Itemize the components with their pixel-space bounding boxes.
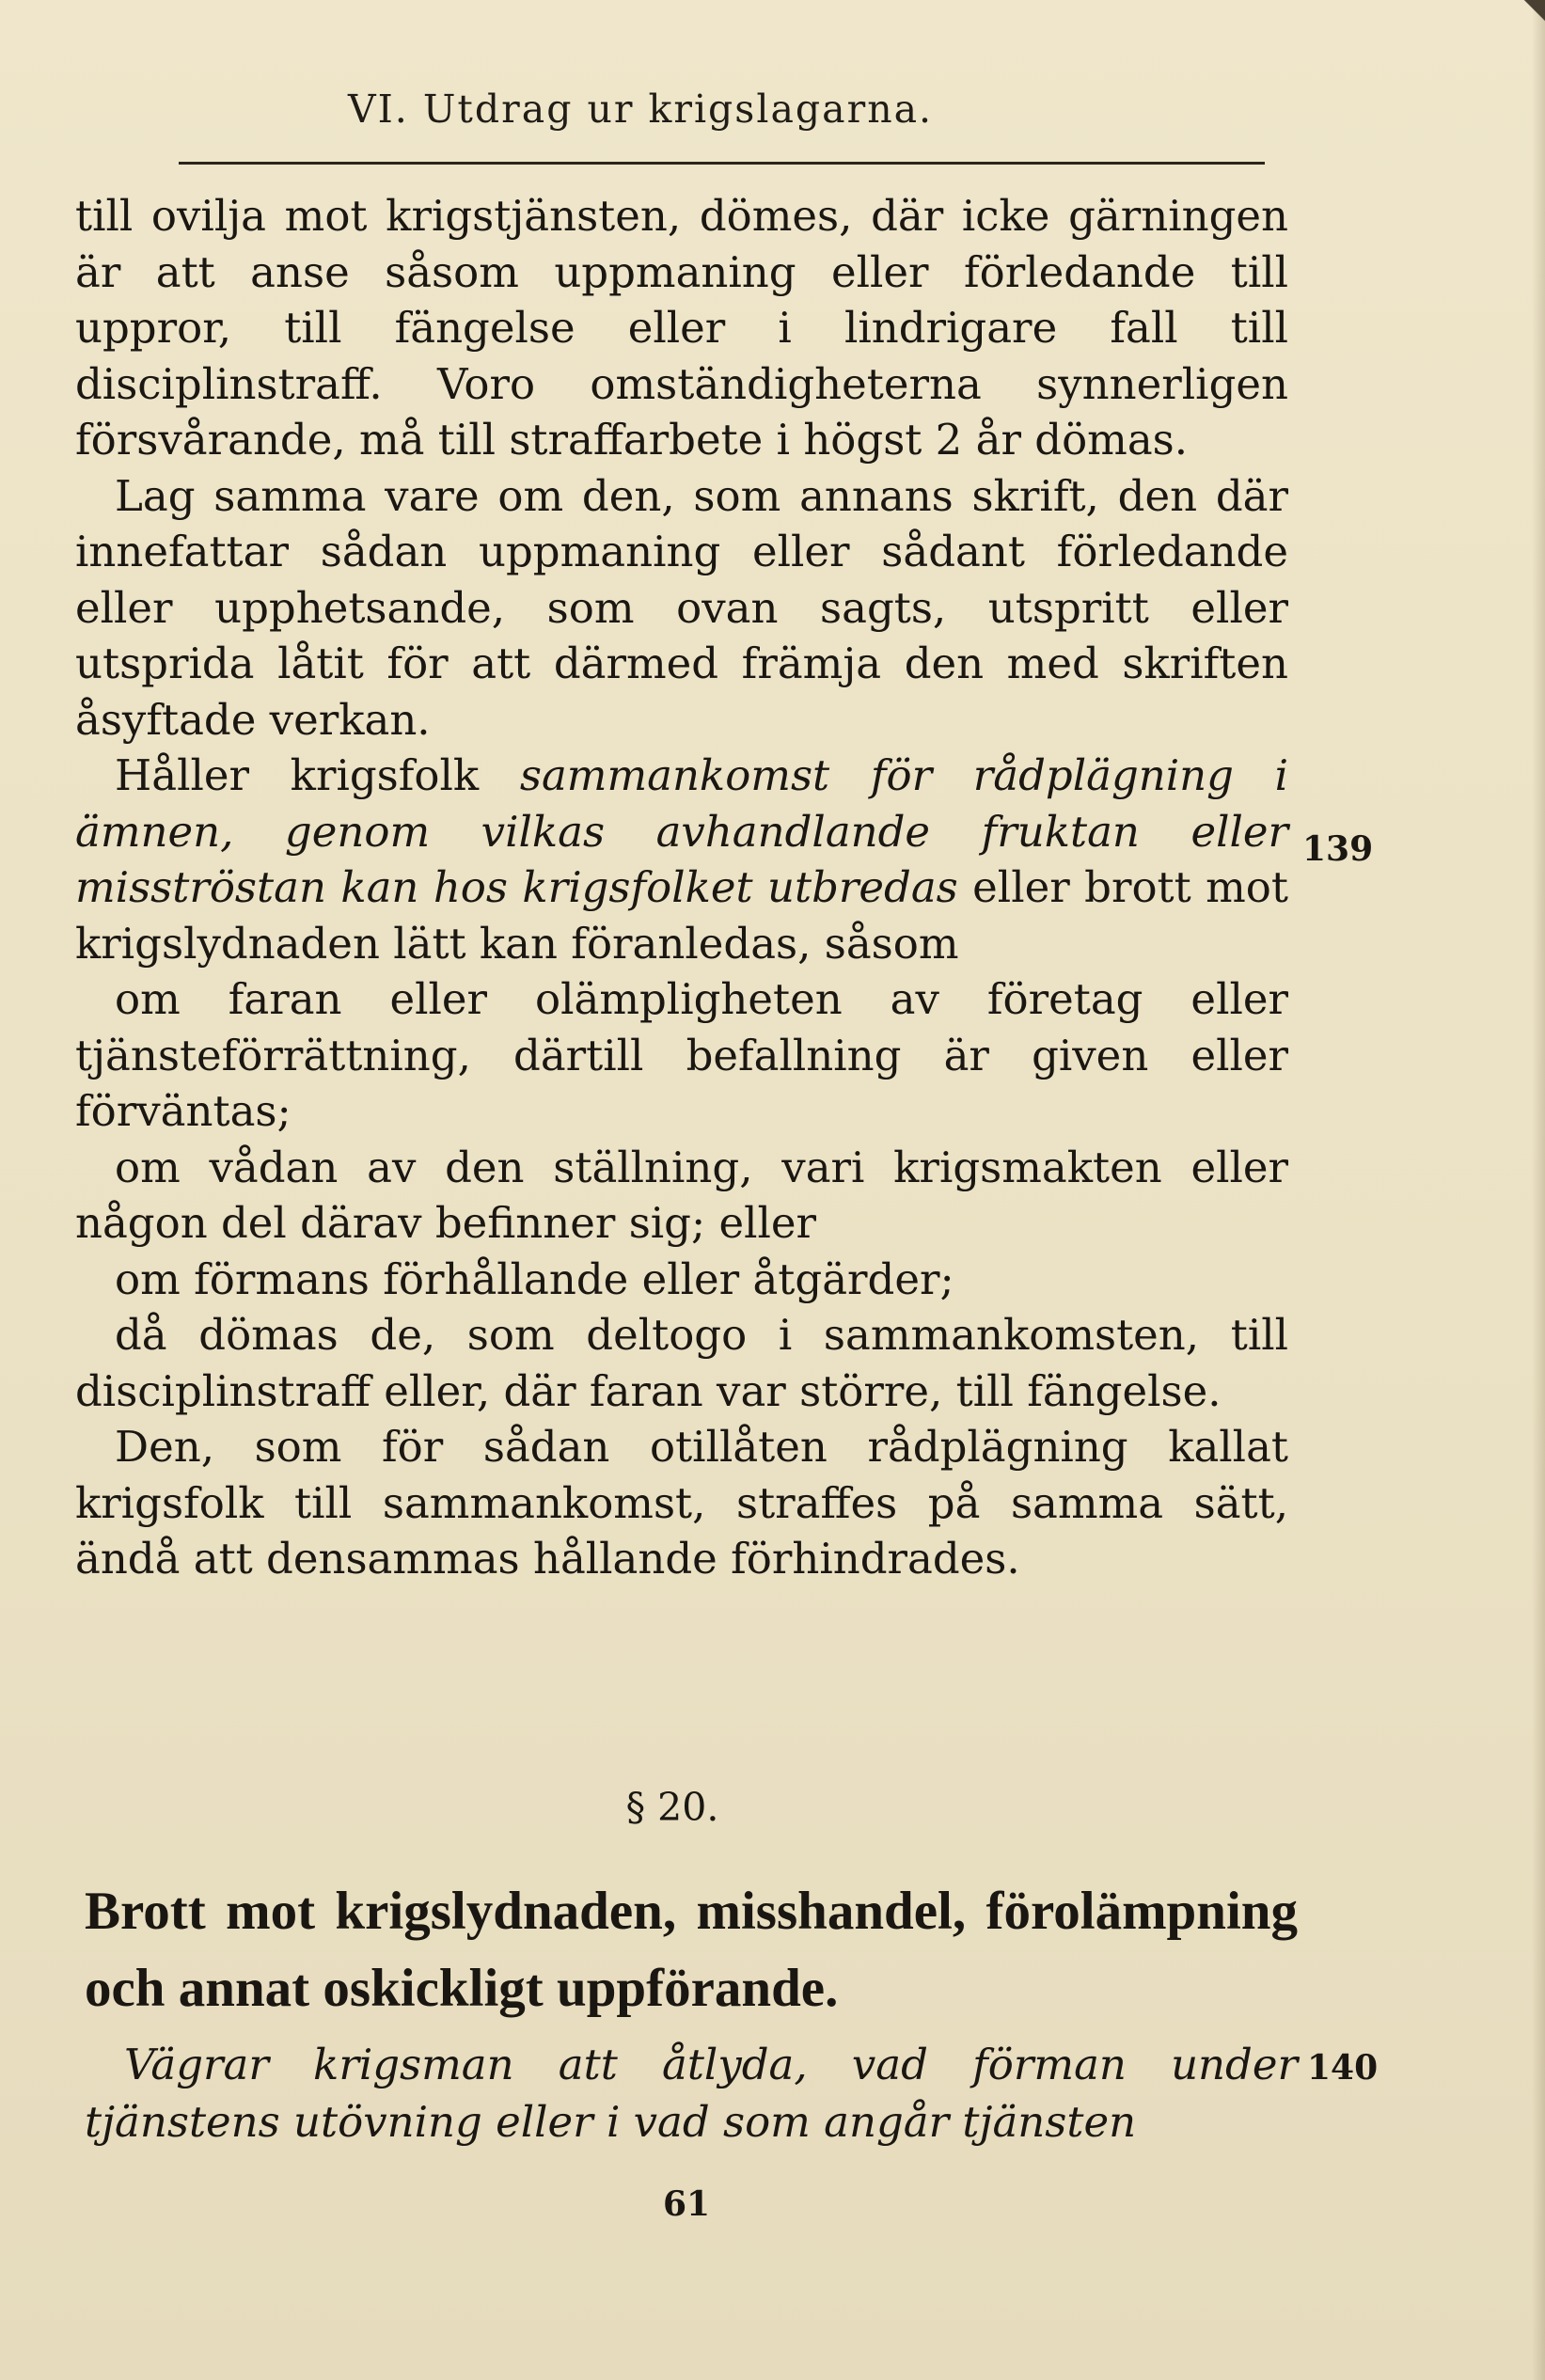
paragraph-1: till ovilja mot krigstjänsten, dömes, där icke gärningen är att anse såsom uppmaning eller förledande till uppror, till fängelse eller i lindrigare fall till disciplinstraff. Voro omständigheterna synnerligen försvårande, må till straffarbete i högst 2 år dömas.: [75, 191, 1288, 465]
final-paragraph: Vägrar krigsman att åtlyda, vad förman under tjänstens utövning eller i vad som angår tjänsten: [85, 2040, 1298, 2147]
paragraph-3-end: eller brott mot krigslydnaden lätt kan föranledas, såsom: [75, 862, 1288, 969]
margin-number-140: 140: [1307, 2048, 1379, 2088]
section-number: § 20.: [625, 1785, 719, 1830]
paragraph-3-italic: sammankomst för rådplägning i ämnen, genom vilkas avhandlande fruktan eller misströstan kan hos krigsfolket utbredas: [75, 750, 1288, 912]
margin-number-139: 139: [1302, 829, 1374, 869]
page-corner: [1489, 0, 1545, 56]
page-number: 61: [662, 2184, 711, 2224]
sub-item-3: om förmans förhållande eller åtgärder;: [115, 1253, 954, 1304]
body-text: [75, 188, 1288, 1587]
section-heading: Brott mot krigslydnaden, misshandel, förolämpning och annat oskickligt uppförande.: [85, 1882, 1298, 2018]
running-head: VI. Utdrag ur krigslagarna.: [348, 87, 934, 132]
paragraph-4: då dömas de, som deltogo i sammankomsten, till disciplinstraff eller, där faran var större, till fängelse.: [75, 1310, 1288, 1416]
sub-item-2: om vådan av den ställning, vari krigsmakten eller någon del därav befinner sig; eller: [75, 1142, 1288, 1248]
paragraph-3: [75, 748, 1288, 971]
paragraph-2: Lag samma vare om den, som annans skrift, den där innefattar sådan uppmaning eller sådant förledande eller upphetsande, som ovan sagts, utspritt eller utsprida låtit för att därmed främja den med skriften åsyftade verkan.: [75, 470, 1288, 745]
page-edge-shadow: [1532, 0, 1545, 2380]
sub-item-1: om faran eller olämpligheten av företag eller tjänsteförrättning, därtill befallning är given eller förväntas;: [75, 974, 1288, 1136]
header-rule: [179, 162, 1265, 165]
paragraph-5: Den, som för sådan otillåten rådplägning kallat krigsfolk till sammankomst, straffes på samma sätt, ändå att densammas hållande förhindrades.: [75, 1422, 1288, 1584]
final-text: [85, 2036, 1298, 2151]
paragraph-3-start: Håller krigsfolk: [115, 750, 520, 800]
